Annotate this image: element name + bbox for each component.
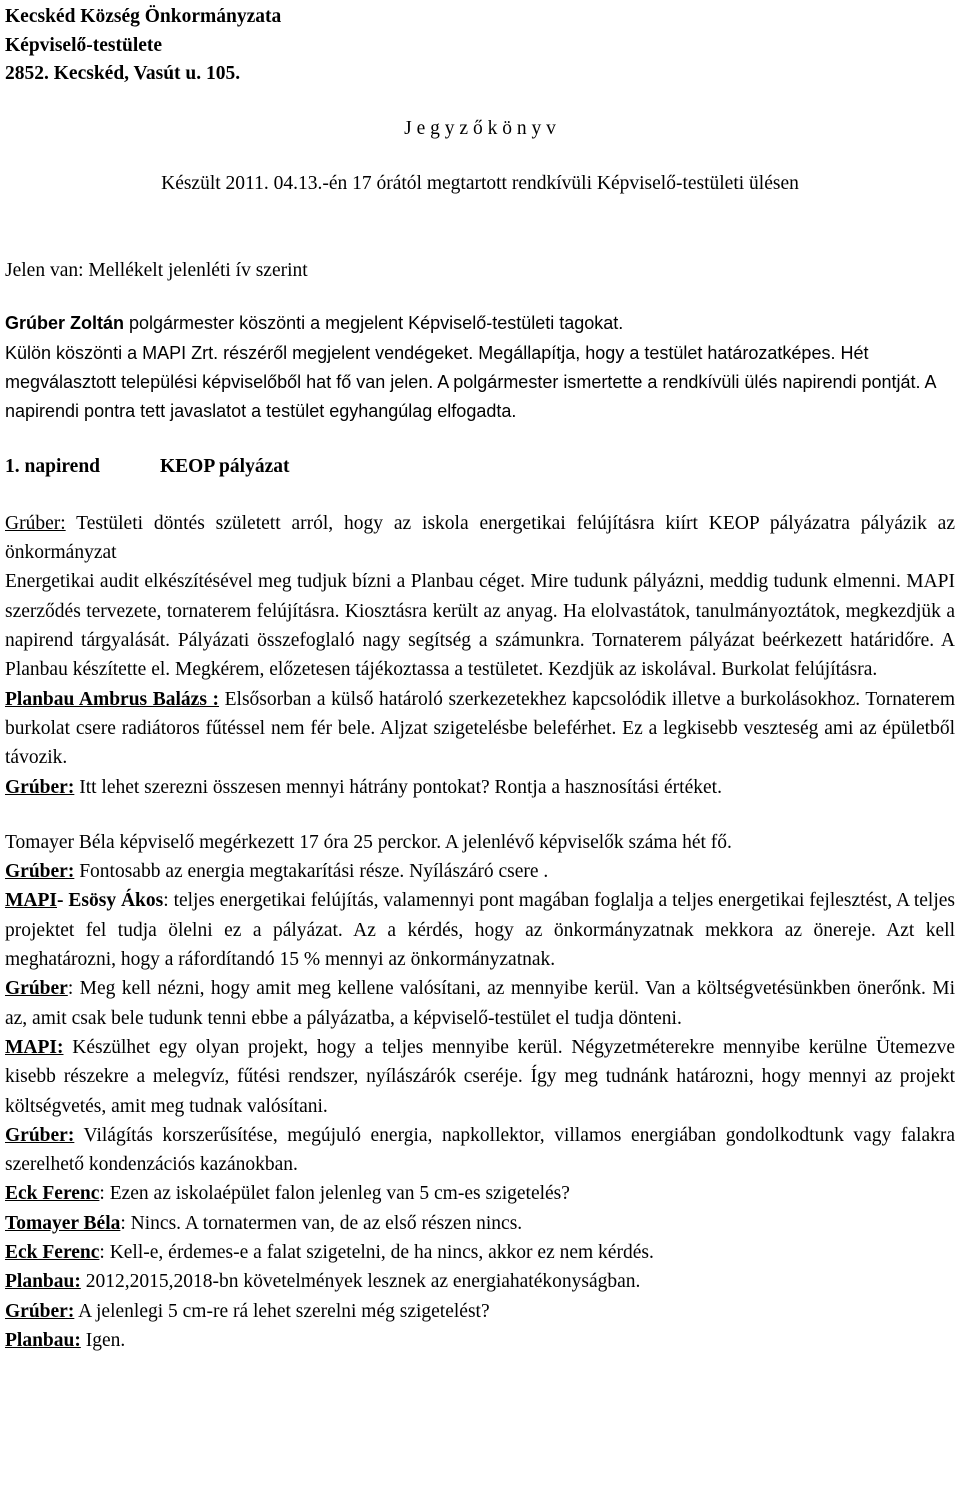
entry	[5, 567, 955, 684]
meeting-info: Készült 2011. 04.13.-én 17 órától megtartott rendkívüli Képviselő-testületi ülésen	[161, 172, 799, 194]
entry-text: Készülhet egy olyan projekt, hogy a teljes mennyibe kerül. Négyzetméterekre mennyibe kerülne Ütemezve kisebb részekre a melegvíz, fűtési rendszer, nyílászárók cseréje. Így meg tudnánk határozni, hogy mennyi az projekt költségvetés, amit meg tudnak valósítani.	[5, 1036, 955, 1117]
intro-text-2: Külön köszönti a MAPI Zrt. részéről megjelent vendégeket. Megállapítja, hogy a testület határozatképes. Hét megválasztott települési képviselőből hat fő van jelen. A polgármester ismertette a rendkívüli ülés napirendi pontját. A napirendi pontra tett javaslatot a testület egyhangúlag elfogadta.	[5, 342, 936, 422]
entry-text: Fontosabb az energia megtakarítási része. Nyílászáró csere .	[74, 861, 549, 883]
entry	[5, 886, 955, 974]
intro-paragraph	[5, 309, 955, 426]
entry-text: Energetikai audit elkészítésével meg tudjuk bízni a Planbau céget. Mire tudunk pályázni, meddig tudunk elmenni. MAPI szerződés tervezete, tornaterem felújításra. Kiosztásra került az anyag. Ha elolvastátok, tanulmányoztátok, megkezdjük a napirend tárgyalását. Pályázati összefoglaló nagy segítség a számunkra. Tornaterem pályázat beérkezett határidőre. A Planbau készítette el. Megkérem, előzetesen tájékoztassa a testületet. Kezdjük az iskolával. Burkolat felújításra.	[5, 571, 955, 681]
minutes-block-2	[5, 828, 955, 1355]
entry-speaker: Grúber:	[5, 776, 75, 798]
attendance-line: Jelen van: Mellékelt jelenléti ív szerint	[5, 260, 308, 282]
agenda-title: KEOP pályázat	[160, 455, 290, 477]
entry-speaker: Tomayer Béla	[5, 1212, 121, 1234]
entry	[5, 1179, 955, 1208]
entry-text: Elsősorban a külső határoló szerkezetekhez kapcsolódik illetve a burkolásokhoz. Tornaterem burkolat csere radiátoros fűtéssel nem fér bele. Aljzat szigetelésbe beleférhet. Ez a legkisebb veszteség ami az épületből távozik.	[5, 688, 955, 769]
document-title: J e g y z ő k ö n y v	[404, 117, 556, 139]
entry	[5, 685, 955, 773]
entry-text: 2012,2015,2018-bn követelmények lesznek az energiahatékonyságban.	[80, 1271, 641, 1293]
minutes-block-1	[5, 509, 955, 802]
entry	[5, 1267, 955, 1296]
entry-speaker: Grúber	[5, 978, 68, 1000]
entry-speaker: Grúber:	[5, 1124, 75, 1146]
entry-speaker: Planbau:	[5, 1271, 81, 1293]
entry	[5, 974, 955, 1033]
entry	[5, 1326, 955, 1355]
entry-text: Igen.	[80, 1329, 126, 1351]
arrival-note: Tomayer Béla képviselő megérkezett 17 óra 25 perckor. A jelenlévő képviselők száma hét fő.	[5, 831, 732, 853]
entry-text: A jelenlegi 5 cm-re rá lehet szerelni még szigetelést?	[74, 1300, 490, 1322]
entry	[5, 857, 955, 886]
entry-text: Itt lehet szerezni összesen mennyi hátrány pontokat? Rontja a hasznosítási értéket.	[74, 776, 722, 798]
entry-text: Testületi döntés született arról, hogy az iskola energetikai felújításra kiírt KEOP pályázatra pályázik az önkormányzat	[5, 512, 955, 564]
letterhead-body: Képviselő-testülete	[5, 34, 163, 56]
entry-text: Világítás korszerűsítése, megújuló energia, napkollektor, villamos energiában gondolkodtunk vagy falakra szerelhető kondenzációs kazánokban.	[5, 1124, 955, 1176]
entry	[5, 509, 955, 568]
entry	[5, 1297, 955, 1326]
agenda-heading	[5, 452, 955, 481]
entry	[5, 773, 955, 802]
agenda-number: 1. napirend	[5, 455, 101, 477]
entry-text: : Nincs. A tornatermen van, de az első részen nincs.	[120, 1212, 523, 1234]
letterhead	[5, 3, 955, 89]
entry-text: : Ezen az iskolaépület falon jelenleg van 5 cm-es szigetelés?	[99, 1183, 570, 1205]
entry-text: : Meg kell nézni, hogy amit meg kellene valósítani, az mennyibe kerül. Van a költségvetésünkben önerőnk. Mi az, amit csak bele tudunk tenni ebbe a pályázatba, a képviselő-testület el tudja dönteni.	[5, 978, 955, 1029]
intro-text-1: polgármester köszönti a megjelent Képviselő-testületi tagokat.	[124, 313, 624, 334]
letterhead-address: 2852. Kecskéd, Vasút u. 105.	[5, 63, 241, 84]
entry-speaker: Grúber:	[5, 1300, 75, 1322]
entry-speaker: MAPI:	[5, 1036, 64, 1058]
entry-speaker: Grúber:	[5, 512, 66, 534]
entry-speaker: Planbau:	[5, 1329, 81, 1351]
entry-speaker: Eck Ferenc	[5, 1242, 100, 1263]
entry-speaker: Planbau Ambrus Balázs :	[5, 688, 220, 710]
letterhead-municipality: Kecskéd Község Önkormányzata	[5, 6, 282, 27]
entry	[5, 1121, 955, 1180]
entry-speaker-2: - Esösy Ákos	[57, 890, 164, 912]
entry-text: : teljes energetikai felújítás, valamennyi pont magában foglalja a teljes energetikai fejlesztést, A teljes projektet fel tudja ölelni ez a pályázat. Az a kérdés, hogy az önkormányzatnak mekkora az önereje. Azt kell meghatározni, hogy a ráfordítandó 15 % mennyi az önkormányzatnak.	[5, 890, 955, 971]
entry	[5, 1033, 955, 1121]
entry-speaker: MAPI	[5, 890, 57, 912]
entry	[5, 1209, 955, 1238]
intro-speaker: Grúber Zoltán	[5, 313, 125, 334]
entry-speaker: Grúber:	[5, 861, 75, 883]
entry	[5, 1238, 955, 1267]
entry-text: : Kell-e, érdemes-e a falat szigetelni, de ha nincs, akkor ez nem kérdés.	[99, 1242, 654, 1263]
entry-speaker: Eck Ferenc	[5, 1183, 100, 1205]
